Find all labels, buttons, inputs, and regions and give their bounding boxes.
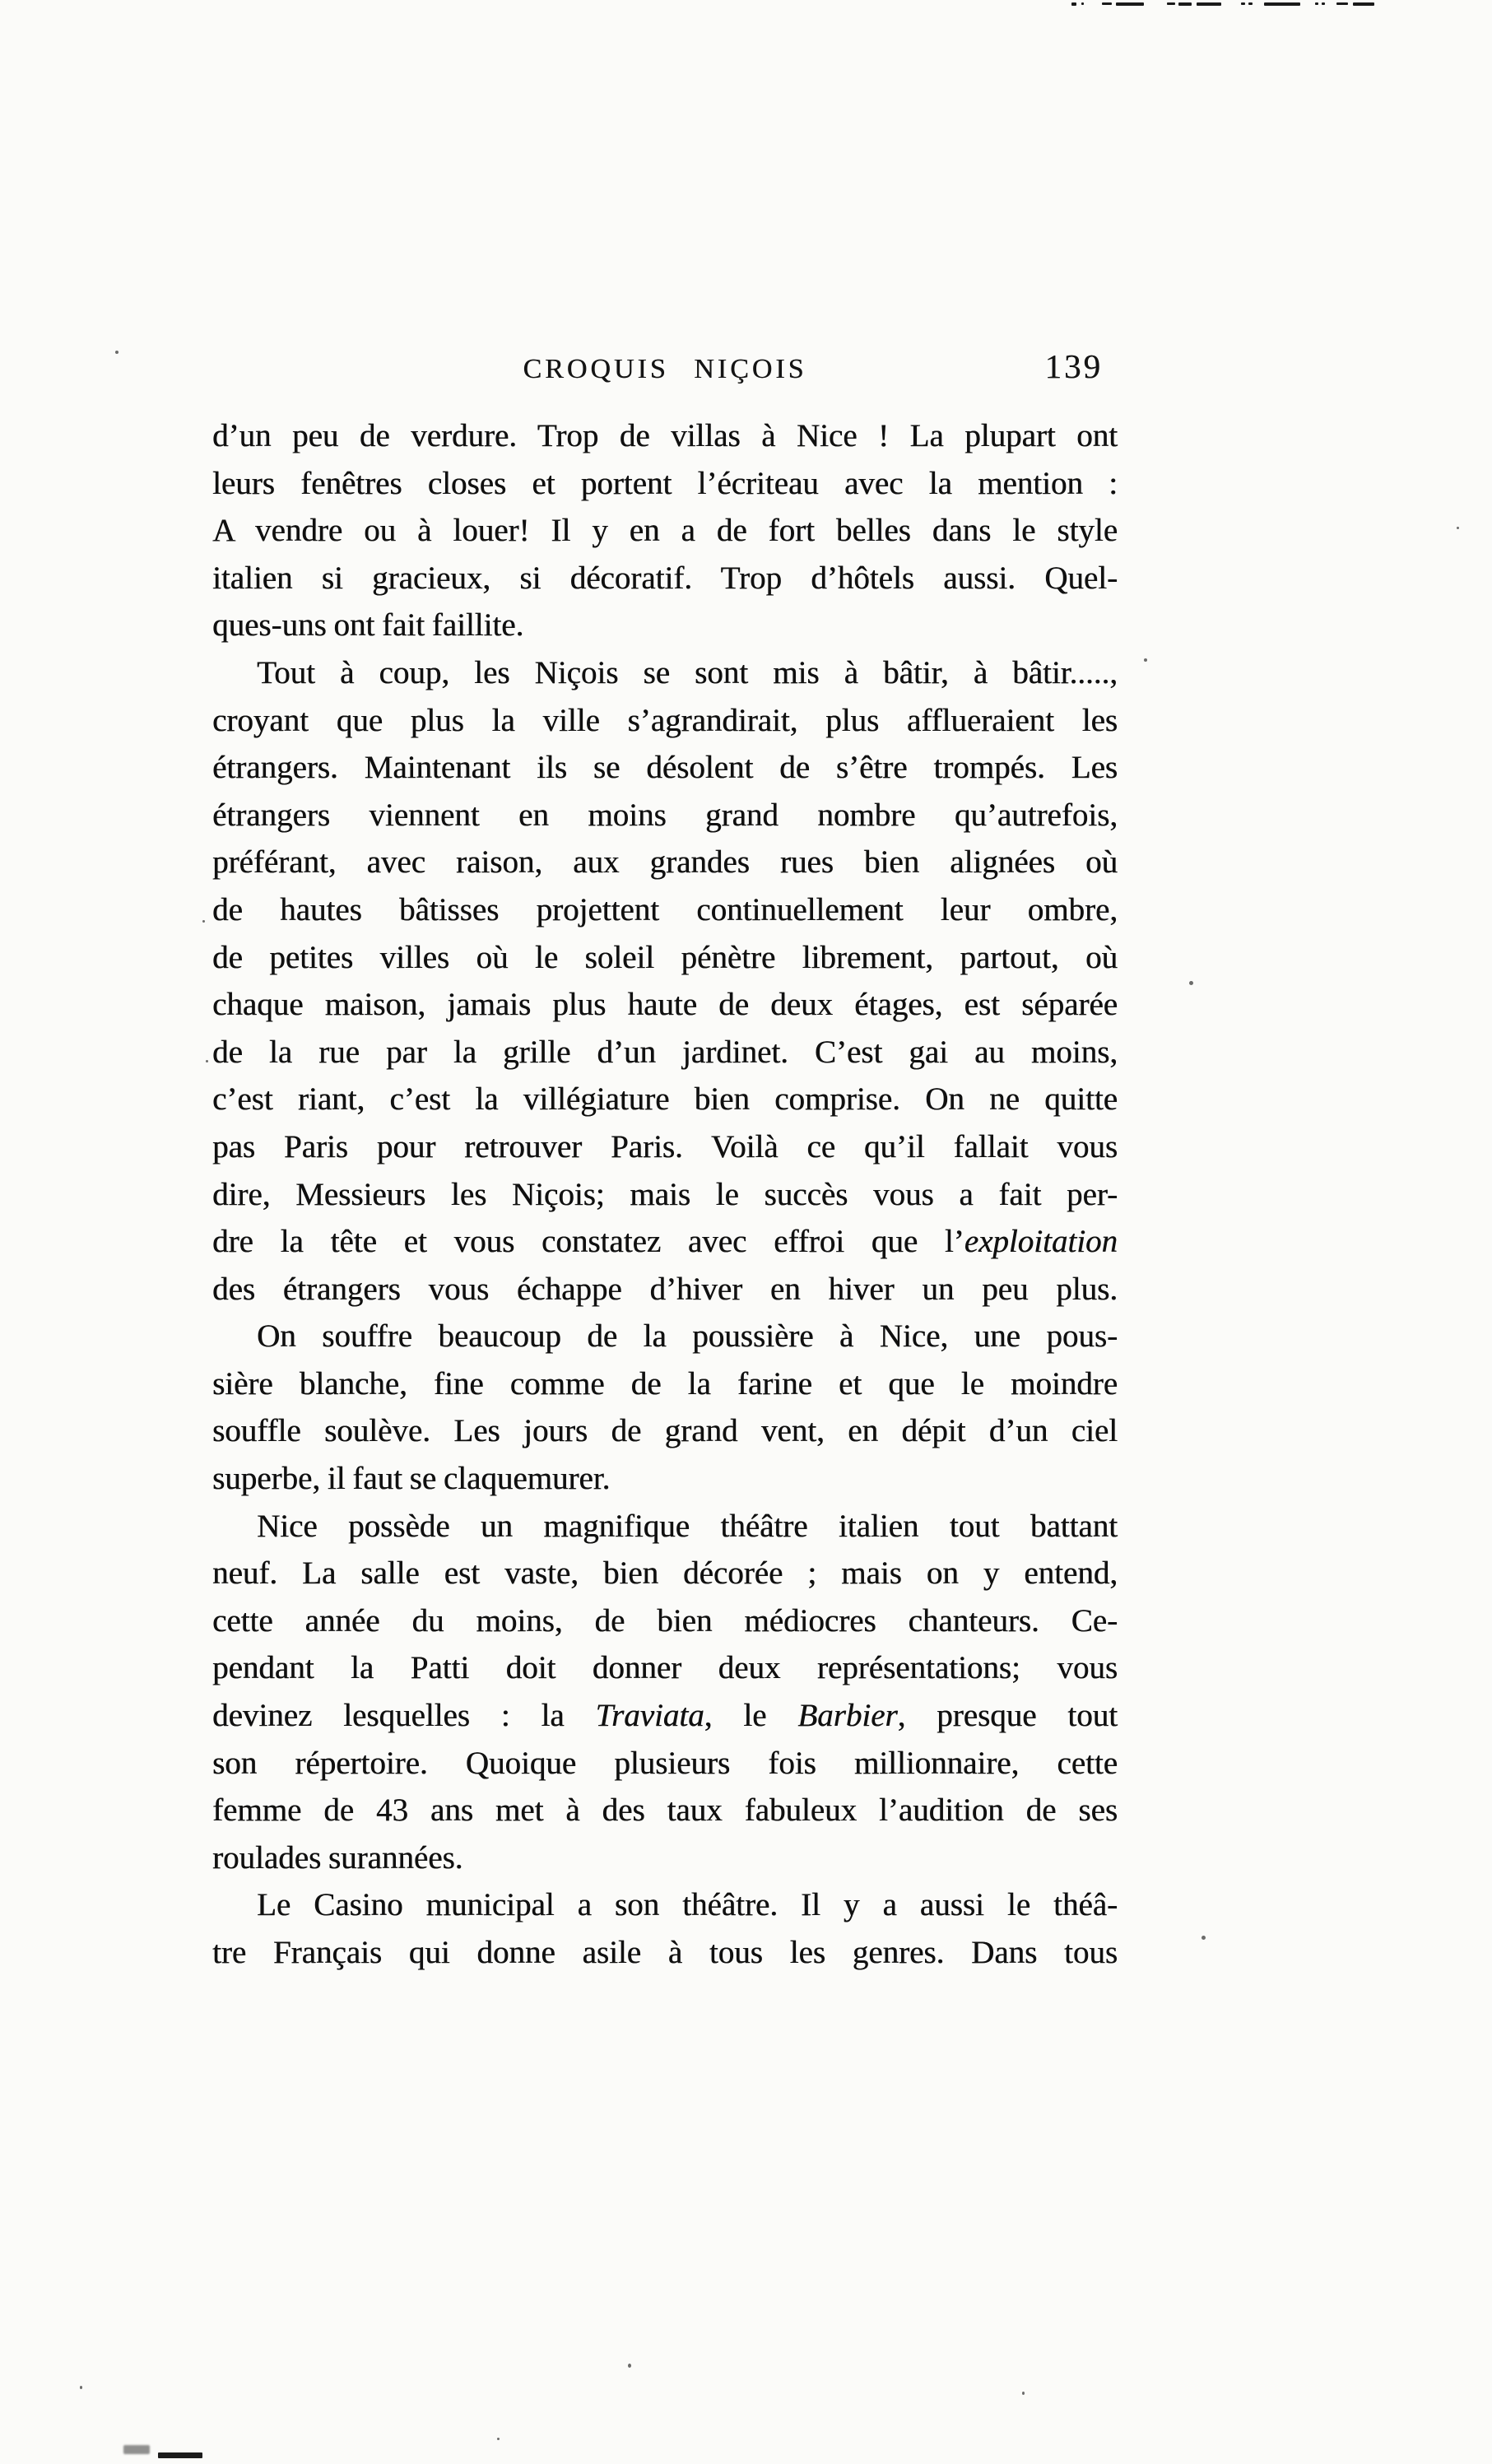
text-line: [212, 412, 1118, 460]
scan-speck: [202, 920, 205, 923]
text-line: [212, 1503, 1118, 1550]
scan-speck: [1189, 981, 1193, 985]
text-segment: c’est riant, c’est la villégiature bien comprise. On ne quitte: [212, 1081, 1118, 1118]
text-segment: étrangers viennent en moins grand nombre qu’autrefois,: [212, 797, 1118, 833]
text-line: [212, 1076, 1118, 1123]
text-line: [212, 934, 1118, 982]
scan-speck: [80, 2386, 82, 2389]
text-segment: Nice possède un magnifique théâtre italien tout battant: [257, 1508, 1118, 1544]
text-line: [212, 1407, 1118, 1455]
text-line: [212, 1360, 1118, 1408]
scan-artifact-blob: [123, 2445, 150, 2454]
text-segment: On souffre beaucoup de la poussière à Nice, une pous-: [257, 1318, 1118, 1355]
text-line: [212, 697, 1118, 745]
text-line: [212, 1218, 1118, 1266]
scan-speck: [206, 1060, 208, 1062]
text-line: [212, 507, 1118, 555]
text-segment: italien si gracieux, si décoratif. Trop d’hôtels aussi. Quel-: [212, 560, 1118, 596]
scan-speck: [1144, 658, 1147, 662]
scan-speck: [1202, 1936, 1206, 1940]
text-line: [212, 1834, 1118, 1882]
text-segment: de petites villes où le soleil pénètre librement, partout, où: [212, 939, 1118, 975]
text-segment: cette année du moins, de bien médiocres chanteurs. Ce-: [212, 1602, 1118, 1639]
text-segment: A vendre ou à louer! Il y en a de fort belles dans le style: [212, 513, 1118, 549]
text-segment: dre la tête et vous constatez avec effroi que l’: [212, 1224, 964, 1260]
text-segment: roulades surannées.: [212, 1839, 463, 1876]
scan-speck: [115, 351, 119, 354]
text-segment: Le Casino municipal a son théâtre. Il y a aussi le théâ-: [257, 1887, 1118, 1923]
text-line: [212, 555, 1118, 602]
text-segment: souffle soulève. Les jours de grand vent, en dépit d’un ciel: [212, 1413, 1118, 1449]
text-segment: ques-uns ont fait faillite.: [212, 607, 524, 644]
italic-text: Traviata: [595, 1698, 704, 1734]
text-line: [212, 744, 1118, 792]
scan-speck: [497, 2438, 500, 2440]
text-line: [212, 1266, 1118, 1313]
text-segment: dire, Messieurs les Niçois; mais le succès vous a fait per-: [212, 1176, 1118, 1212]
running-head-title: CROQUIS NIÇOIS: [523, 354, 807, 384]
text-segment: pendant la Patti doit donner deux représentations; vous: [212, 1650, 1118, 1686]
text-segment: devinez lesquelles : la: [212, 1698, 596, 1734]
text-line: [212, 1313, 1118, 1360]
text-segment: préférant, avec raison, aux grandes rues bien alignées où: [212, 844, 1118, 881]
text-line: [212, 1644, 1118, 1692]
scan-speck: [628, 2364, 631, 2368]
text-line: [212, 1029, 1118, 1076]
text-segment: superbe, il faut se claquemurer.: [212, 1461, 611, 1497]
text-segment: sière blanche, fine comme de la farine et que le moindre: [212, 1365, 1118, 1402]
text-segment: son répertoire. Quoique plusieurs fois millionnaire, cette: [212, 1745, 1118, 1781]
scan-speck: [1457, 527, 1459, 529]
italic-text: exploitation: [964, 1224, 1118, 1260]
text-line: [212, 1455, 1118, 1503]
text-line: [212, 886, 1118, 934]
text-line: [212, 602, 1118, 649]
text-segment: de hautes bâtisses projettent continuellement leur ombre,: [212, 891, 1118, 927]
text-line: [212, 1692, 1118, 1740]
scan-speck: [1022, 2392, 1025, 2395]
text-segment: d’un peu de verdure. Trop de villas à Nice ! La plupart ont: [212, 418, 1118, 453]
text-segment: étrangers. Maintenant ils se désolent de s’être trompés. Les: [212, 750, 1118, 786]
text-line: [212, 839, 1118, 886]
text-segment: , le: [704, 1698, 798, 1734]
text-line: [212, 1881, 1118, 1929]
page-number: 139: [1044, 347, 1103, 385]
text-segment: chaque maison, jamais plus haute de deux étages, est séparée: [212, 987, 1118, 1023]
text-segment: des étrangers vous échappe d’hiver en hiver un peu plus.: [212, 1271, 1118, 1307]
text-line: [212, 1787, 1118, 1834]
text-segment: leurs fenêtres closes et portent l’écriteau avec la mention :: [212, 465, 1118, 501]
italic-text: Barbier: [797, 1698, 898, 1734]
text-line: [212, 1740, 1118, 1788]
text-segment: tre Français qui donne asile à tous les genres. Dans tous: [212, 1935, 1118, 1970]
text-line: [212, 1929, 1118, 1977]
text-line: [212, 460, 1118, 508]
text-line: [212, 981, 1118, 1029]
text-segment: de la rue par la grille d’un jardinet. C’est gai au moins,: [212, 1034, 1118, 1070]
text-line: [212, 792, 1118, 839]
text-line: [212, 1171, 1118, 1219]
text-segment: Tout à coup, les Niçois se sont mis à bâtir, à bâtir.....,: [257, 654, 1118, 690]
text-segment: pas Paris pour retrouver Paris. Voilà ce qu’il fallait vous: [212, 1128, 1118, 1165]
text-segment: croyant que plus la ville s’agrandirait, plus afflueraient les: [212, 702, 1118, 738]
text-segment: , presque tout: [897, 1698, 1118, 1734]
text-line: [212, 649, 1118, 697]
scan-artifact-dashed-rule: [1071, 2, 1374, 6]
text-line: [212, 1597, 1118, 1645]
text-segment: femme de 43 ans met à des taux fabuleux l’audition de ses: [212, 1792, 1118, 1829]
text-block: [212, 412, 1118, 1977]
text-segment: neuf. La salle est vaste, bien décorée ; mais on y entend,: [212, 1555, 1118, 1592]
text-line: [212, 1550, 1118, 1597]
scan-artifact-bar: [158, 2452, 202, 2458]
text-line: [212, 1123, 1118, 1171]
